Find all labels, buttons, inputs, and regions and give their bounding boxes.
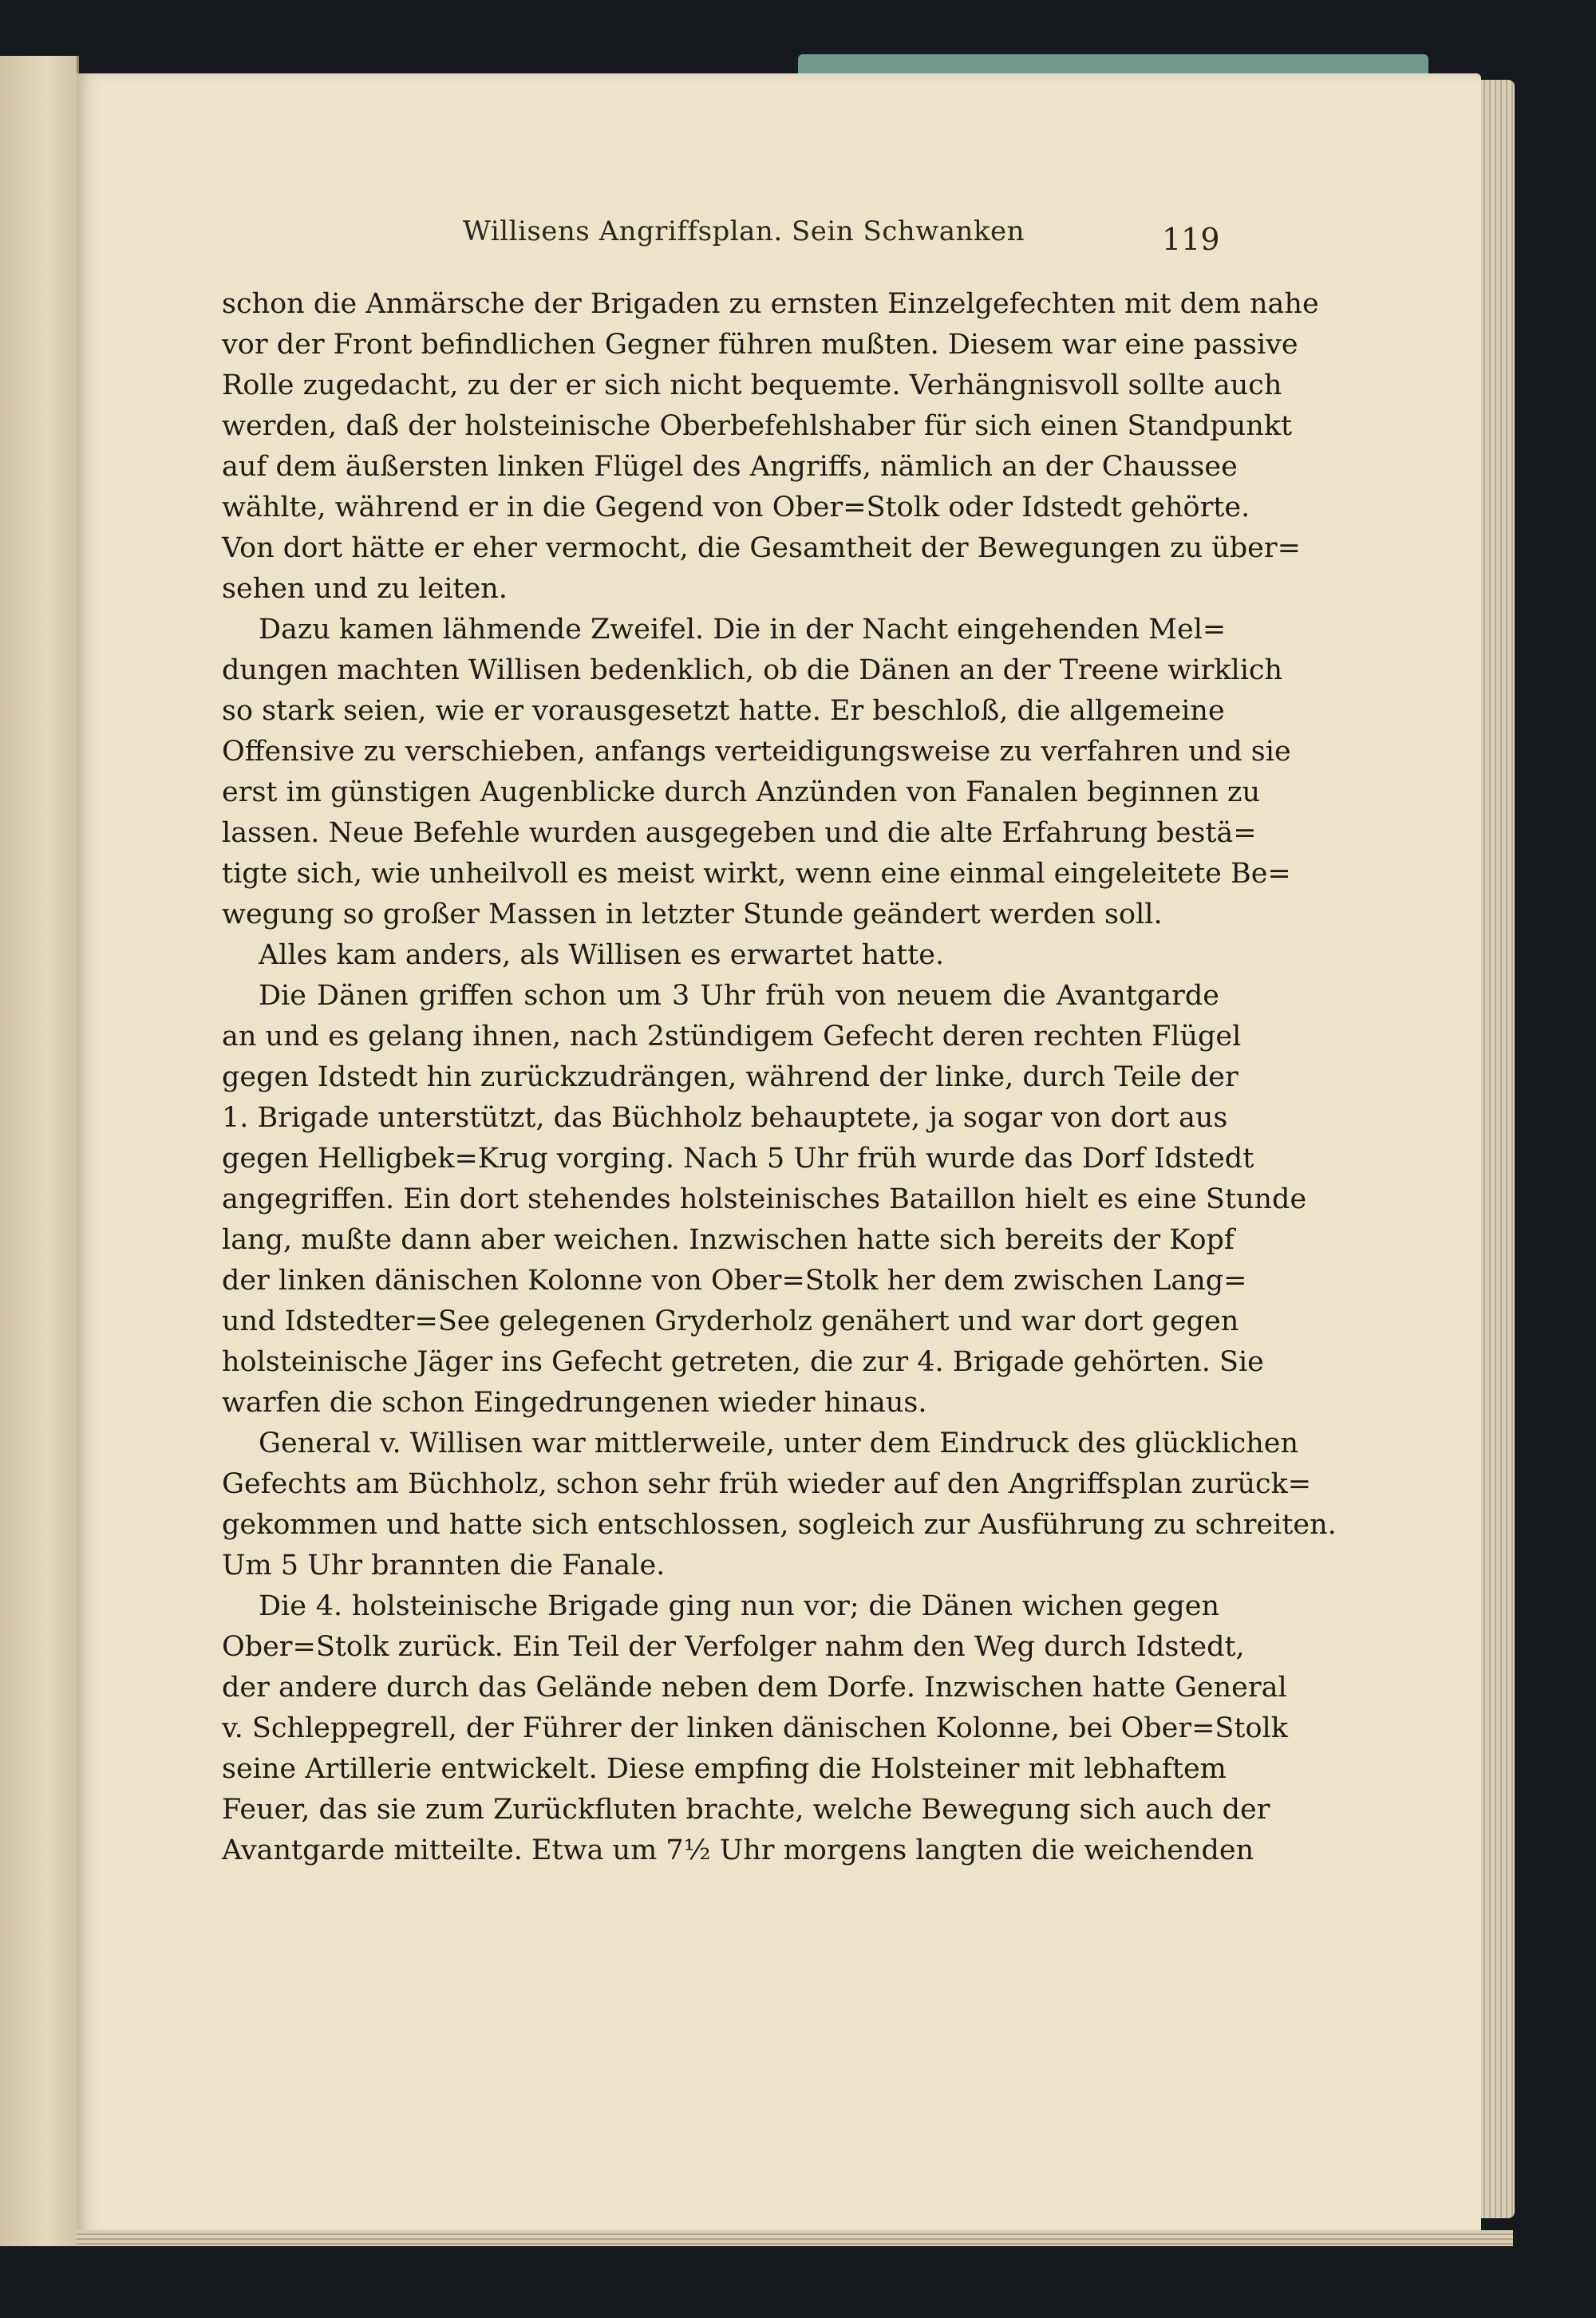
text-line: dungen machten Willisen bedenklich, ob die Dänen an der Treene wirklich (222, 654, 1283, 686)
text-line: Alles kam anders, als Willisen es erwartet hatte. (259, 939, 945, 971)
text-line: v. Schleppegrell, der Führer der linken dänischen Kolonne, bei Ober=Stolk (222, 1712, 1288, 1744)
text-line: Die Dänen griffen schon um 3 Uhr früh von neuem die Avantgarde (259, 980, 1219, 1012)
text-line: werden, daß der holsteinische Oberbefehlshaber für sich einen Standpunkt (222, 410, 1293, 442)
text-line: warfen die schon Eingedrungenen wieder hinaus. (222, 1387, 927, 1419)
text-line: auf dem äußersten linken Flügel des Angriffs, nämlich an der Chaussee (222, 451, 1238, 483)
text-line: Avantgarde mitteilte. Etwa um 7½ Uhr morgens langten die weichenden (222, 1834, 1254, 1866)
text-line: gekommen und hatte sich entschlossen, sogleich zur Ausführung zu schreiten. (222, 1509, 1337, 1541)
text-line: so stark seien, wie er vorausgesetzt hatte. Er beschloß, die allgemeine (222, 695, 1225, 727)
text-line: Die 4. holsteinische Brigade ging nun vor; die Dänen wichen gegen (259, 1590, 1219, 1622)
text-line: Ober=Stolk zurück. Ein Teil der Verfolger nahm den Weg durch Idstedt, (222, 1631, 1245, 1663)
text-line: General v. Willisen war mittlerweile, unter dem Eindruck des glücklichen (259, 1428, 1299, 1459)
text-line: angegriffen. Ein dort stehendes holsteinisches Bataillon hielt es eine Stunde (222, 1183, 1307, 1215)
text-line: der andere durch das Gelände neben dem Dorfe. Inzwischen hatte General (222, 1672, 1287, 1704)
text-line: wegung so großer Massen in letzter Stunde geändert werden soll. (222, 898, 1163, 930)
text-line: Dazu kamen lähmende Zweifel. Die in der Nacht eingehenden Mel= (259, 614, 1227, 646)
text-line: und Idstedter=See gelegenen Gryderholz genähert und war dort gegen (222, 1305, 1239, 1337)
page-number: 119 (1162, 222, 1220, 257)
text-line: gegen Idstedt hin zurückzudrängen, während der linke, durch Teile der (222, 1061, 1238, 1093)
text-line: wählte, während er in die Gegend von Ober=Stolk oder Idstedt gehörte. (222, 492, 1250, 523)
text-line: schon die Anmärsche der Brigaden zu ernsten Einzelgefechten mit dem nahe (222, 288, 1319, 320)
text-line: 1. Brigade unterstützt, das Büchholz behauptete, ja sogar von dort aus (222, 1102, 1228, 1134)
text-line: der linken dänischen Kolonne von Ober=Stolk her dem zwischen Lang= (222, 1265, 1247, 1297)
text-line: an und es gelang ihnen, nach 2stündigem Gefecht deren rechten Flügel (222, 1021, 1242, 1052)
text-line: gegen Helligbek=Krug vorging. Nach 5 Uhr früh wurde das Dorf Idstedt (222, 1143, 1254, 1175)
text-line: lassen. Neue Befehle wurden ausgegeben und die alte Erfahrung bestä= (222, 817, 1257, 849)
body-text (222, 284, 1337, 1871)
text-line: sehen und zu leiten. (222, 573, 508, 605)
text-line: Gefechts am Büchholz, schon sehr früh wieder auf den Angriffsplan zurück= (222, 1468, 1312, 1500)
page-bottom-edge (77, 2230, 1513, 2246)
text-line: Von dort hätte er eher vermocht, die Gesamtheit der Bewegungen zu über= (222, 532, 1301, 564)
text-line: tigte sich, wie unheilvoll es meist wirkt, wenn eine einmal eingeleitete Be= (222, 858, 1291, 890)
running-head: Willisens Angriffsplan. Sein Schwanken (463, 215, 1025, 247)
text-line: Um 5 Uhr brannten die Fanale. (222, 1550, 666, 1582)
text-line: holsteinische Jäger ins Gefecht getreten, die zur 4. Brigade gehörten. Sie (222, 1346, 1264, 1378)
text-line: Feuer, das sie zum Zurückfluten brachte, welche Bewegung sich auch der (222, 1794, 1270, 1826)
text-line: erst im günstigen Augenblicke durch Anzünden von Fanalen beginnen zu (222, 776, 1261, 808)
text-line: vor der Front befindlichen Gegner führen mußten. Diesem war eine passive (222, 329, 1298, 361)
text-line: seine Artillerie entwickelt. Diese empfing die Holsteiner mit lebhaftem (222, 1753, 1227, 1785)
text-line: Offensive zu verschieben, anfangs verteidigungsweise zu verfahren und sie (222, 736, 1291, 768)
left-page-edge (0, 56, 79, 2246)
text-line: lang, mußte dann aber weichen. Inzwischen hatte sich bereits der Kopf (222, 1224, 1235, 1256)
text-line: Rolle zugedacht, zu der er sich nicht bequemte. Verhängnisvoll sollte auch (222, 369, 1282, 401)
book-cover-edge (798, 54, 1428, 73)
